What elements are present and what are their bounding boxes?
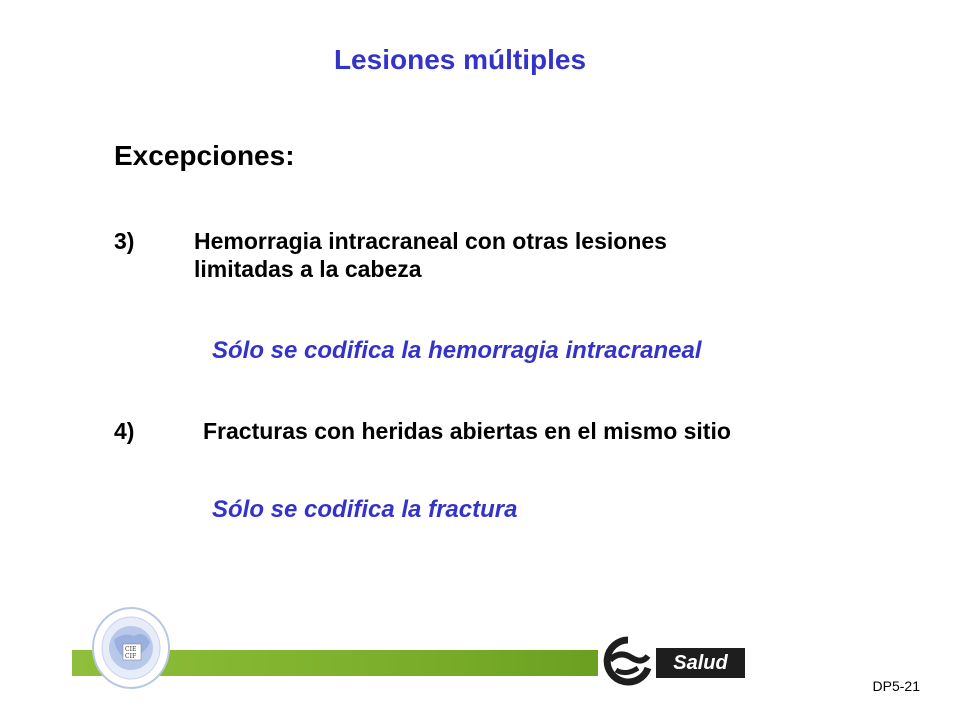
item-text-line1: Hemorragia intracraneal con otras lesiones bbox=[194, 228, 667, 254]
item-text-line2: limitadas a la cabeza bbox=[194, 256, 422, 282]
item-number: 3) bbox=[114, 228, 135, 254]
item-text-line1: Fracturas con heridas abiertas en el mismo sitio bbox=[203, 418, 731, 444]
logo-badge-line2: CIF bbox=[125, 653, 137, 660]
list-item-4 bbox=[114, 416, 894, 448]
list-item-3 bbox=[114, 226, 834, 286]
section-heading: Excepciones: bbox=[114, 140, 295, 171]
logo-badge-line1: CIE bbox=[125, 646, 137, 653]
cemece-logo bbox=[90, 600, 172, 692]
item-note-4: Sólo se codifica la fractura bbox=[212, 496, 518, 523]
slide-title: Lesiones múltiples bbox=[333, 44, 587, 75]
page-number: DP5-21 bbox=[872, 678, 920, 694]
salud-logo-text: Salud bbox=[656, 648, 745, 678]
item-number: 4) bbox=[114, 418, 135, 444]
item-note-3: Sólo se codifica la hemorragia intracraneal bbox=[212, 337, 702, 364]
